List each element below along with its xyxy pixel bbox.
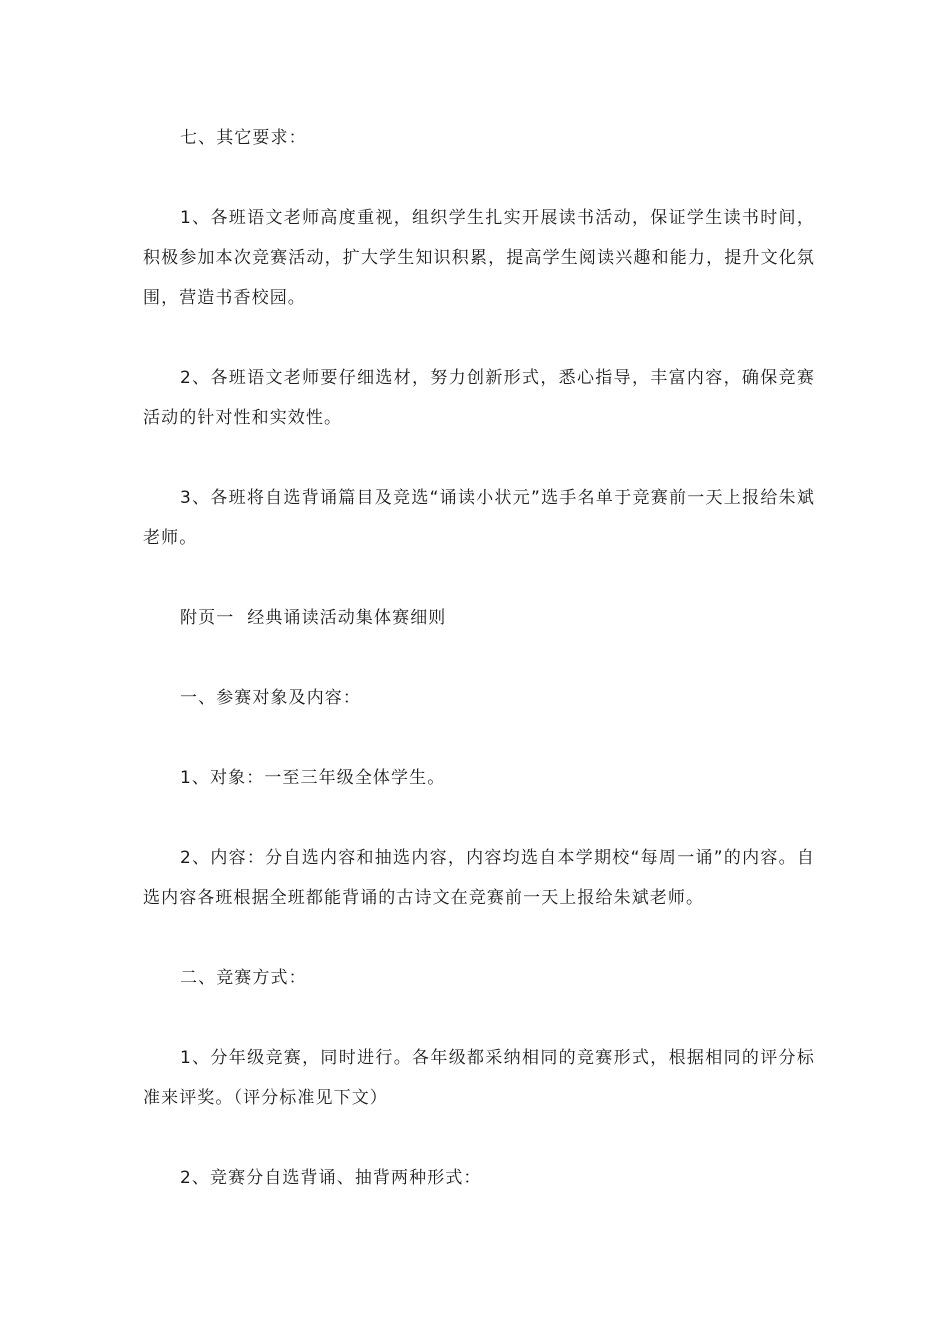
method-paragraph-2: 2、竞赛分自选背诵、抽背两种形式： xyxy=(180,1168,482,1188)
method-paragraph-1: 1、分年级竞赛，同时进行。各年级都采纳相同的竞赛形式，根据相同的评分标准来评奖。（评分标准见下文） xyxy=(143,1048,815,1108)
requirement-paragraph-3: 3、各班将自选背诵篇目及竞选“诵读小状元”选手名单于竞赛前一天上报给朱斌老师。 xyxy=(143,488,815,548)
participants-paragraph-2: 2、内容：分自选内容和抽选内容，内容均选自本学期校“每周一诵”的内容。自选内容各班根据全班都能背诵的古诗文在竞赛前一天上报给朱斌老师。 xyxy=(143,848,815,908)
participants-paragraph-1: 1、对象：一至三年级全体学生。 xyxy=(180,768,446,788)
section-heading-participants: 一、参赛对象及内容： xyxy=(180,688,361,708)
requirement-paragraph-2: 2、各班语文老师要仔细选材，努力创新形式，悉心指导，丰富内容，确保竞赛活动的针对性和实效性。 xyxy=(143,368,815,428)
requirement-paragraph-1: 1、各班语文老师高度重视，组织学生扎实开展读书活动，保证学生读书时间，积极参加本次竞赛活动，扩大学生知识积累，提高学生阅读兴趣和能力，提升文化氛围，营造书香校园。 xyxy=(143,208,815,308)
section-heading-competition-method: 二、竞赛方式： xyxy=(180,968,307,988)
section-heading-other-requirements: 七、其它要求： xyxy=(180,128,307,148)
appendix-title: 附页一 经典诵读活动集体赛细则 xyxy=(180,608,447,628)
